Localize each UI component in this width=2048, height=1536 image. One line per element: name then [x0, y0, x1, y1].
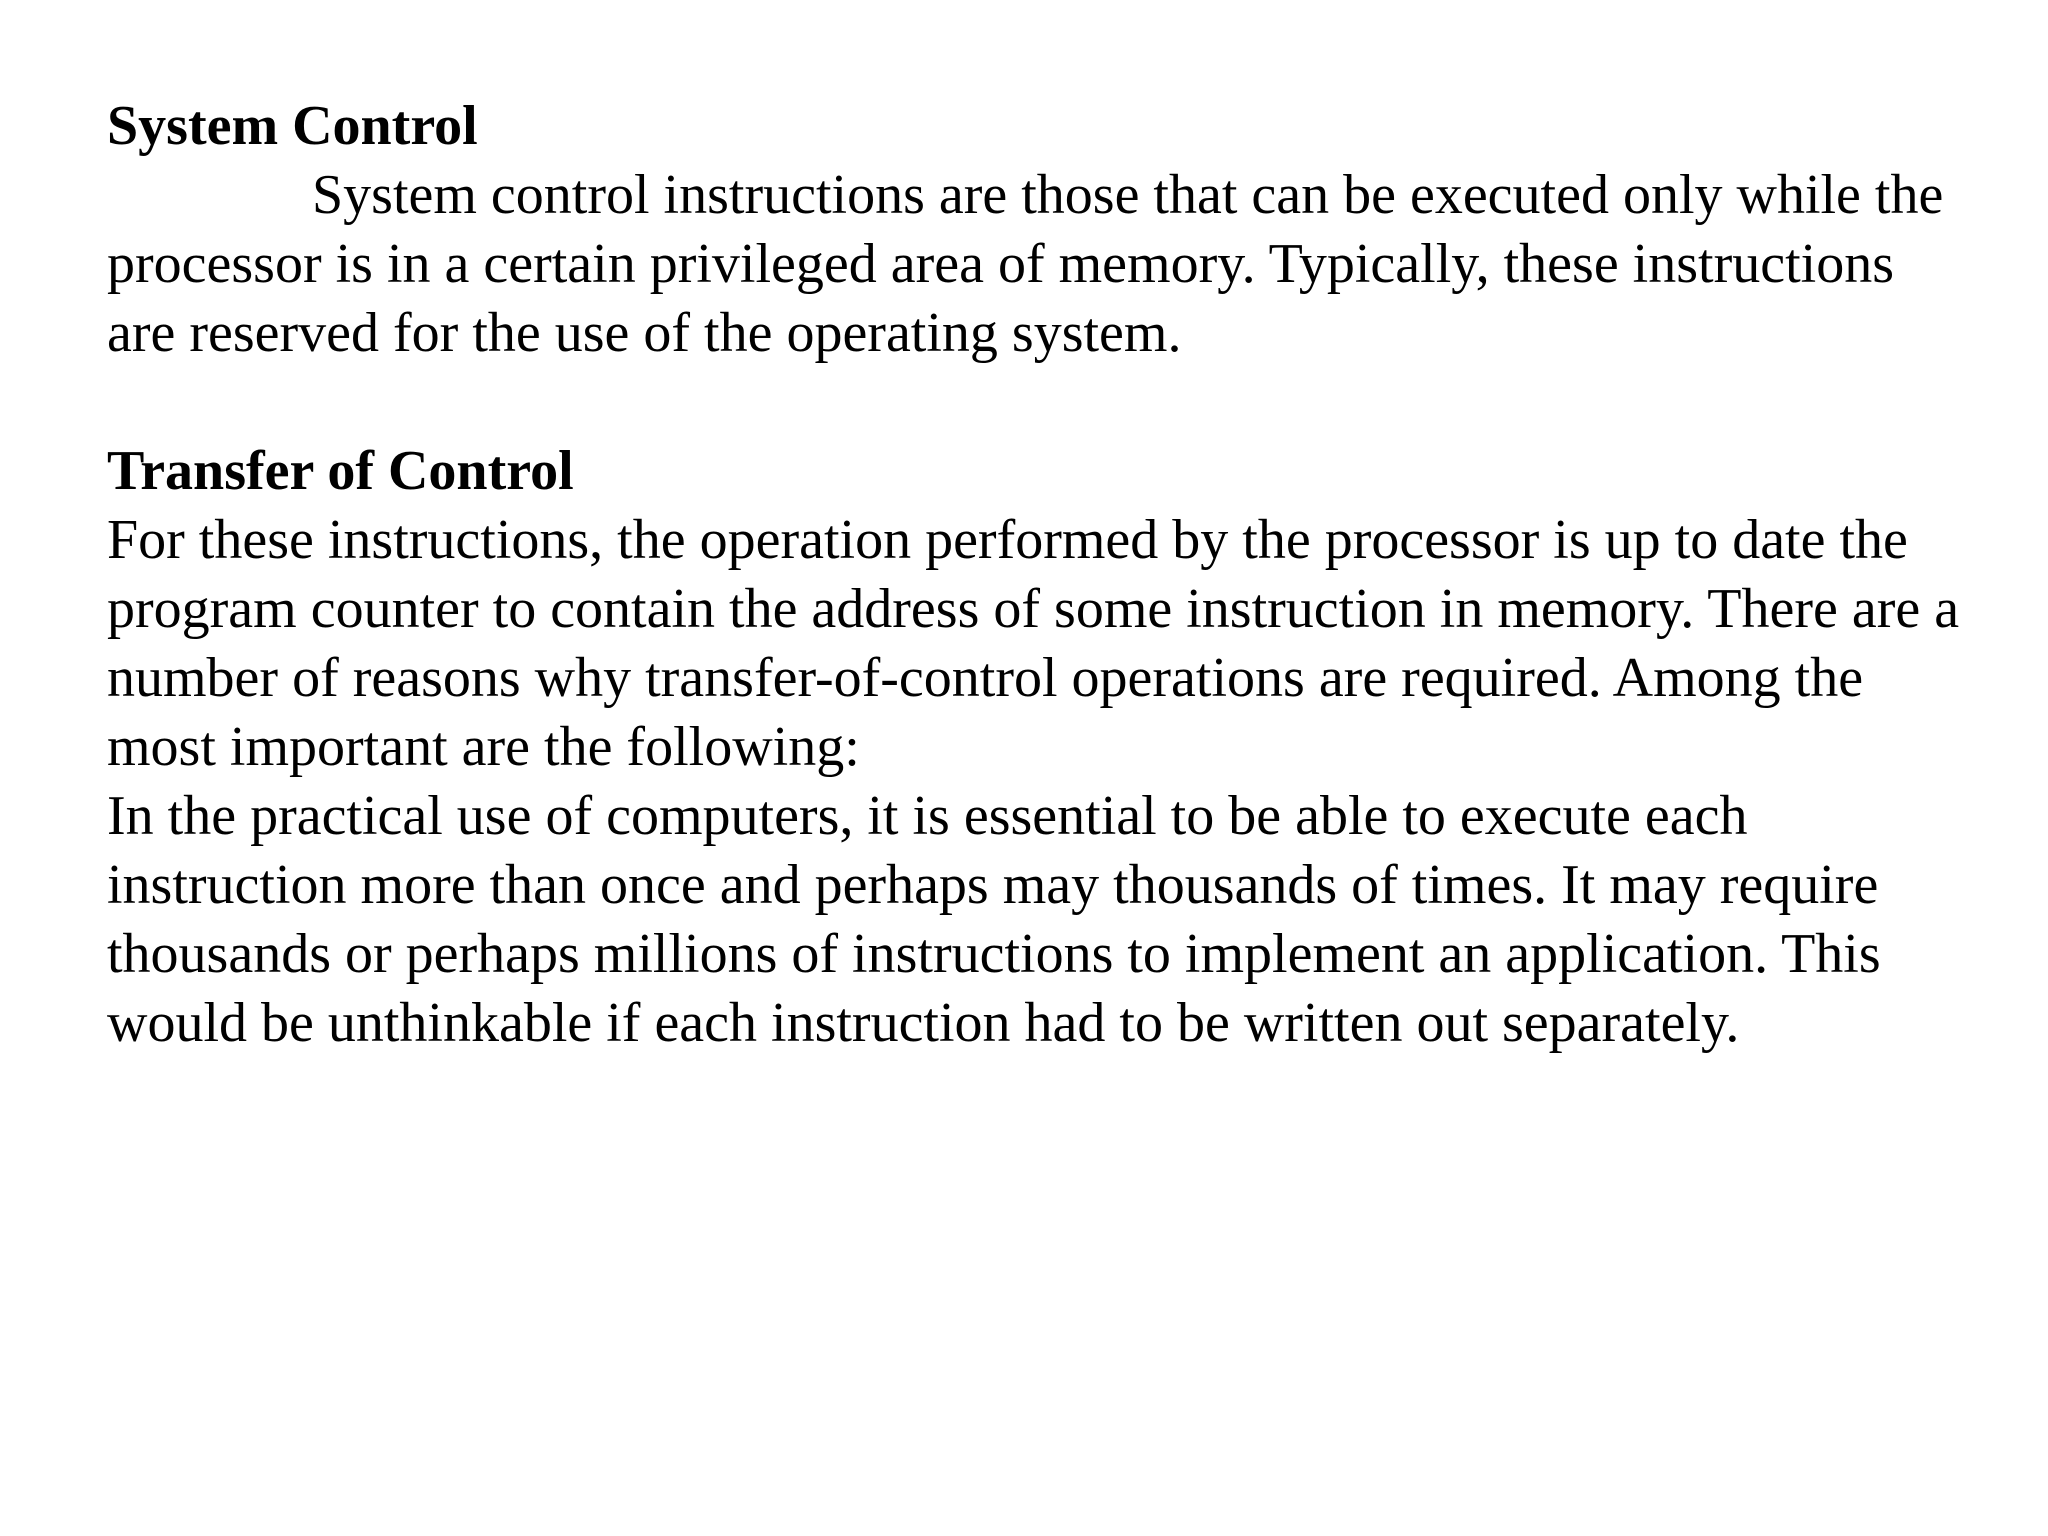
document-page — [107, 92, 1967, 1058]
system-control-paragraph — [107, 161, 1967, 368]
section-heading-transfer-of-control: Transfer of Control — [107, 440, 574, 502]
system-control-text: System control instructions are those that can be executed only while the processor is in a certain privileged area of memory. Typically, these instructions are reserved for the use of the operating system. — [107, 164, 1944, 364]
transfer-of-control-paragraph-1: For these instructions, the operation performed by the processor is up to date the program counter to contain the address of some instruction in memory. There are a number of reasons why transfer-of-control operations are required. Among the most important are the following: — [107, 509, 1960, 778]
section-heading-system-control: System Control — [107, 95, 478, 157]
transfer-of-control-paragraph-2: In the practical use of computers, it is essential to be able to execute each instruction more than once and perhaps may thousands of times. It may require thousands or perhaps millions of instructions to implement an application. This would be unthinkable if each instruction had to be written out separately. — [107, 785, 1881, 1054]
section-spacer — [107, 368, 1967, 437]
